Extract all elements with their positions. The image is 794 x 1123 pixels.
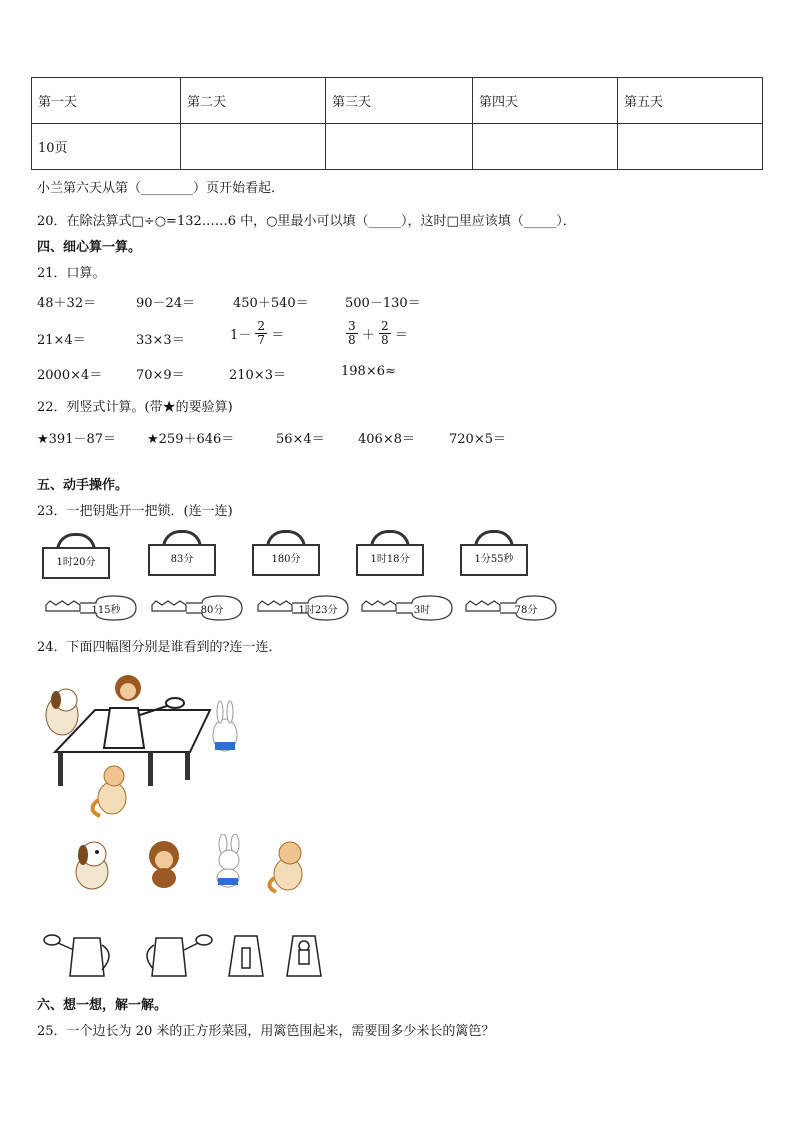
key bbox=[150, 595, 244, 621]
table-header-row bbox=[32, 78, 763, 124]
table-scene-illustration bbox=[40, 670, 260, 820]
table-cell bbox=[473, 124, 618, 170]
key-label: 3时 bbox=[413, 605, 431, 616]
question-23: 23．一把钥匙开一把锁．(连一连) bbox=[37, 504, 233, 519]
table-cell: 10页 bbox=[32, 124, 181, 170]
reading-table bbox=[31, 77, 763, 170]
oral-item: 500－130＝ bbox=[345, 296, 421, 311]
lock bbox=[42, 533, 110, 578]
question-20: 20．在除法算式□÷○=132……6 中，○里最小可以填（_____），这时□里应该填（_____）． bbox=[37, 214, 576, 229]
table-row bbox=[32, 124, 763, 170]
key-label: 80分 bbox=[200, 605, 224, 616]
table-cell bbox=[181, 124, 326, 170]
denominator: 8 bbox=[348, 333, 356, 347]
fraction bbox=[255, 320, 267, 347]
lock bbox=[252, 530, 320, 575]
oral-text: ＋ bbox=[361, 328, 375, 343]
lock-label: 1时18分 bbox=[370, 554, 410, 565]
numerator: 2 bbox=[380, 319, 389, 333]
key bbox=[360, 595, 454, 621]
oral-text: ＝ bbox=[394, 328, 408, 343]
watering-can-view-left-icon bbox=[42, 930, 117, 980]
section-6-heading: 六、想一想，解一解。 bbox=[37, 998, 168, 1013]
oral-text: ＝ bbox=[271, 328, 285, 343]
fraction bbox=[379, 320, 391, 347]
watering-can-view-front-icon bbox=[227, 932, 267, 980]
lock-label: 83分 bbox=[170, 554, 194, 565]
oral-fraction-item bbox=[230, 320, 284, 347]
table-cell: 第三天 bbox=[326, 78, 473, 124]
lock-label: 1时20分 bbox=[56, 557, 96, 568]
vertical-item: 720×5＝ bbox=[449, 432, 506, 447]
oral-item: 21×4＝ bbox=[37, 333, 86, 348]
table-cell: 第二天 bbox=[181, 78, 326, 124]
numerator: 3 bbox=[348, 319, 356, 333]
rabbit-illustration bbox=[203, 834, 251, 892]
question-24: 24．下面四幅图分别是谁看到的?连一连． bbox=[37, 640, 282, 655]
lock-label: 1分55秒 bbox=[474, 554, 514, 565]
section-4-heading: 四、细心算一算。 bbox=[37, 240, 142, 255]
dog-illustration bbox=[70, 838, 116, 890]
table-cell: 第五天 bbox=[618, 78, 763, 124]
lock bbox=[148, 530, 216, 575]
denominator: 8 bbox=[380, 333, 389, 347]
lock bbox=[356, 530, 424, 575]
q19-tail: 小兰第六天从第（________）页开始看起． bbox=[37, 181, 285, 196]
vertical-item: ★391－87＝ bbox=[37, 432, 117, 447]
question-22: 22．列竖式计算。(带★的要验算) bbox=[37, 400, 233, 415]
oral-item: 450＋540＝ bbox=[233, 296, 309, 311]
key-label: 115秒 bbox=[91, 605, 121, 616]
question-21: 21．口算。 bbox=[37, 266, 106, 281]
lock bbox=[460, 530, 528, 575]
table-cell: 第四天 bbox=[473, 78, 618, 124]
vertical-item: 406×8＝ bbox=[358, 432, 415, 447]
key bbox=[256, 595, 350, 621]
table-cell bbox=[326, 124, 473, 170]
fraction bbox=[346, 320, 358, 347]
vertical-item: 56×4＝ bbox=[276, 432, 325, 447]
oral-item: 90－24＝ bbox=[136, 296, 196, 311]
key bbox=[44, 595, 138, 621]
oral-item: 2000×4＝ bbox=[37, 368, 103, 383]
numerator: 2 bbox=[257, 319, 266, 333]
lock-label: 180分 bbox=[271, 554, 301, 565]
oral-item: 198×6≈ bbox=[341, 364, 396, 379]
vertical-item: ★259＋646＝ bbox=[147, 432, 235, 447]
key-label: 78分 bbox=[514, 605, 538, 616]
monkey-illustration bbox=[142, 838, 188, 890]
oral-item: 70×9＝ bbox=[136, 368, 185, 383]
oral-fraction-item bbox=[346, 320, 408, 347]
watering-can-view-back-icon bbox=[285, 932, 325, 980]
oral-item: 33×3＝ bbox=[136, 333, 185, 348]
oral-item: 48＋32＝ bbox=[37, 296, 97, 311]
oral-item: 210×3＝ bbox=[229, 368, 286, 383]
oral-text: 1－ bbox=[230, 328, 252, 343]
cat-illustration bbox=[262, 838, 310, 894]
table-cell bbox=[618, 124, 763, 170]
key-label: 1时23分 bbox=[298, 605, 338, 616]
section-5-heading: 五、动手操作。 bbox=[37, 478, 129, 493]
question-25: 25．一个边长为 20 米的正方形菜园，用篱笆围起来，需要围多少米长的篱笆？ bbox=[37, 1024, 495, 1039]
key bbox=[464, 595, 558, 621]
denominator: 7 bbox=[257, 333, 266, 347]
table-cell: 第一天 bbox=[32, 78, 181, 124]
watering-can-view-right-icon bbox=[140, 930, 215, 980]
